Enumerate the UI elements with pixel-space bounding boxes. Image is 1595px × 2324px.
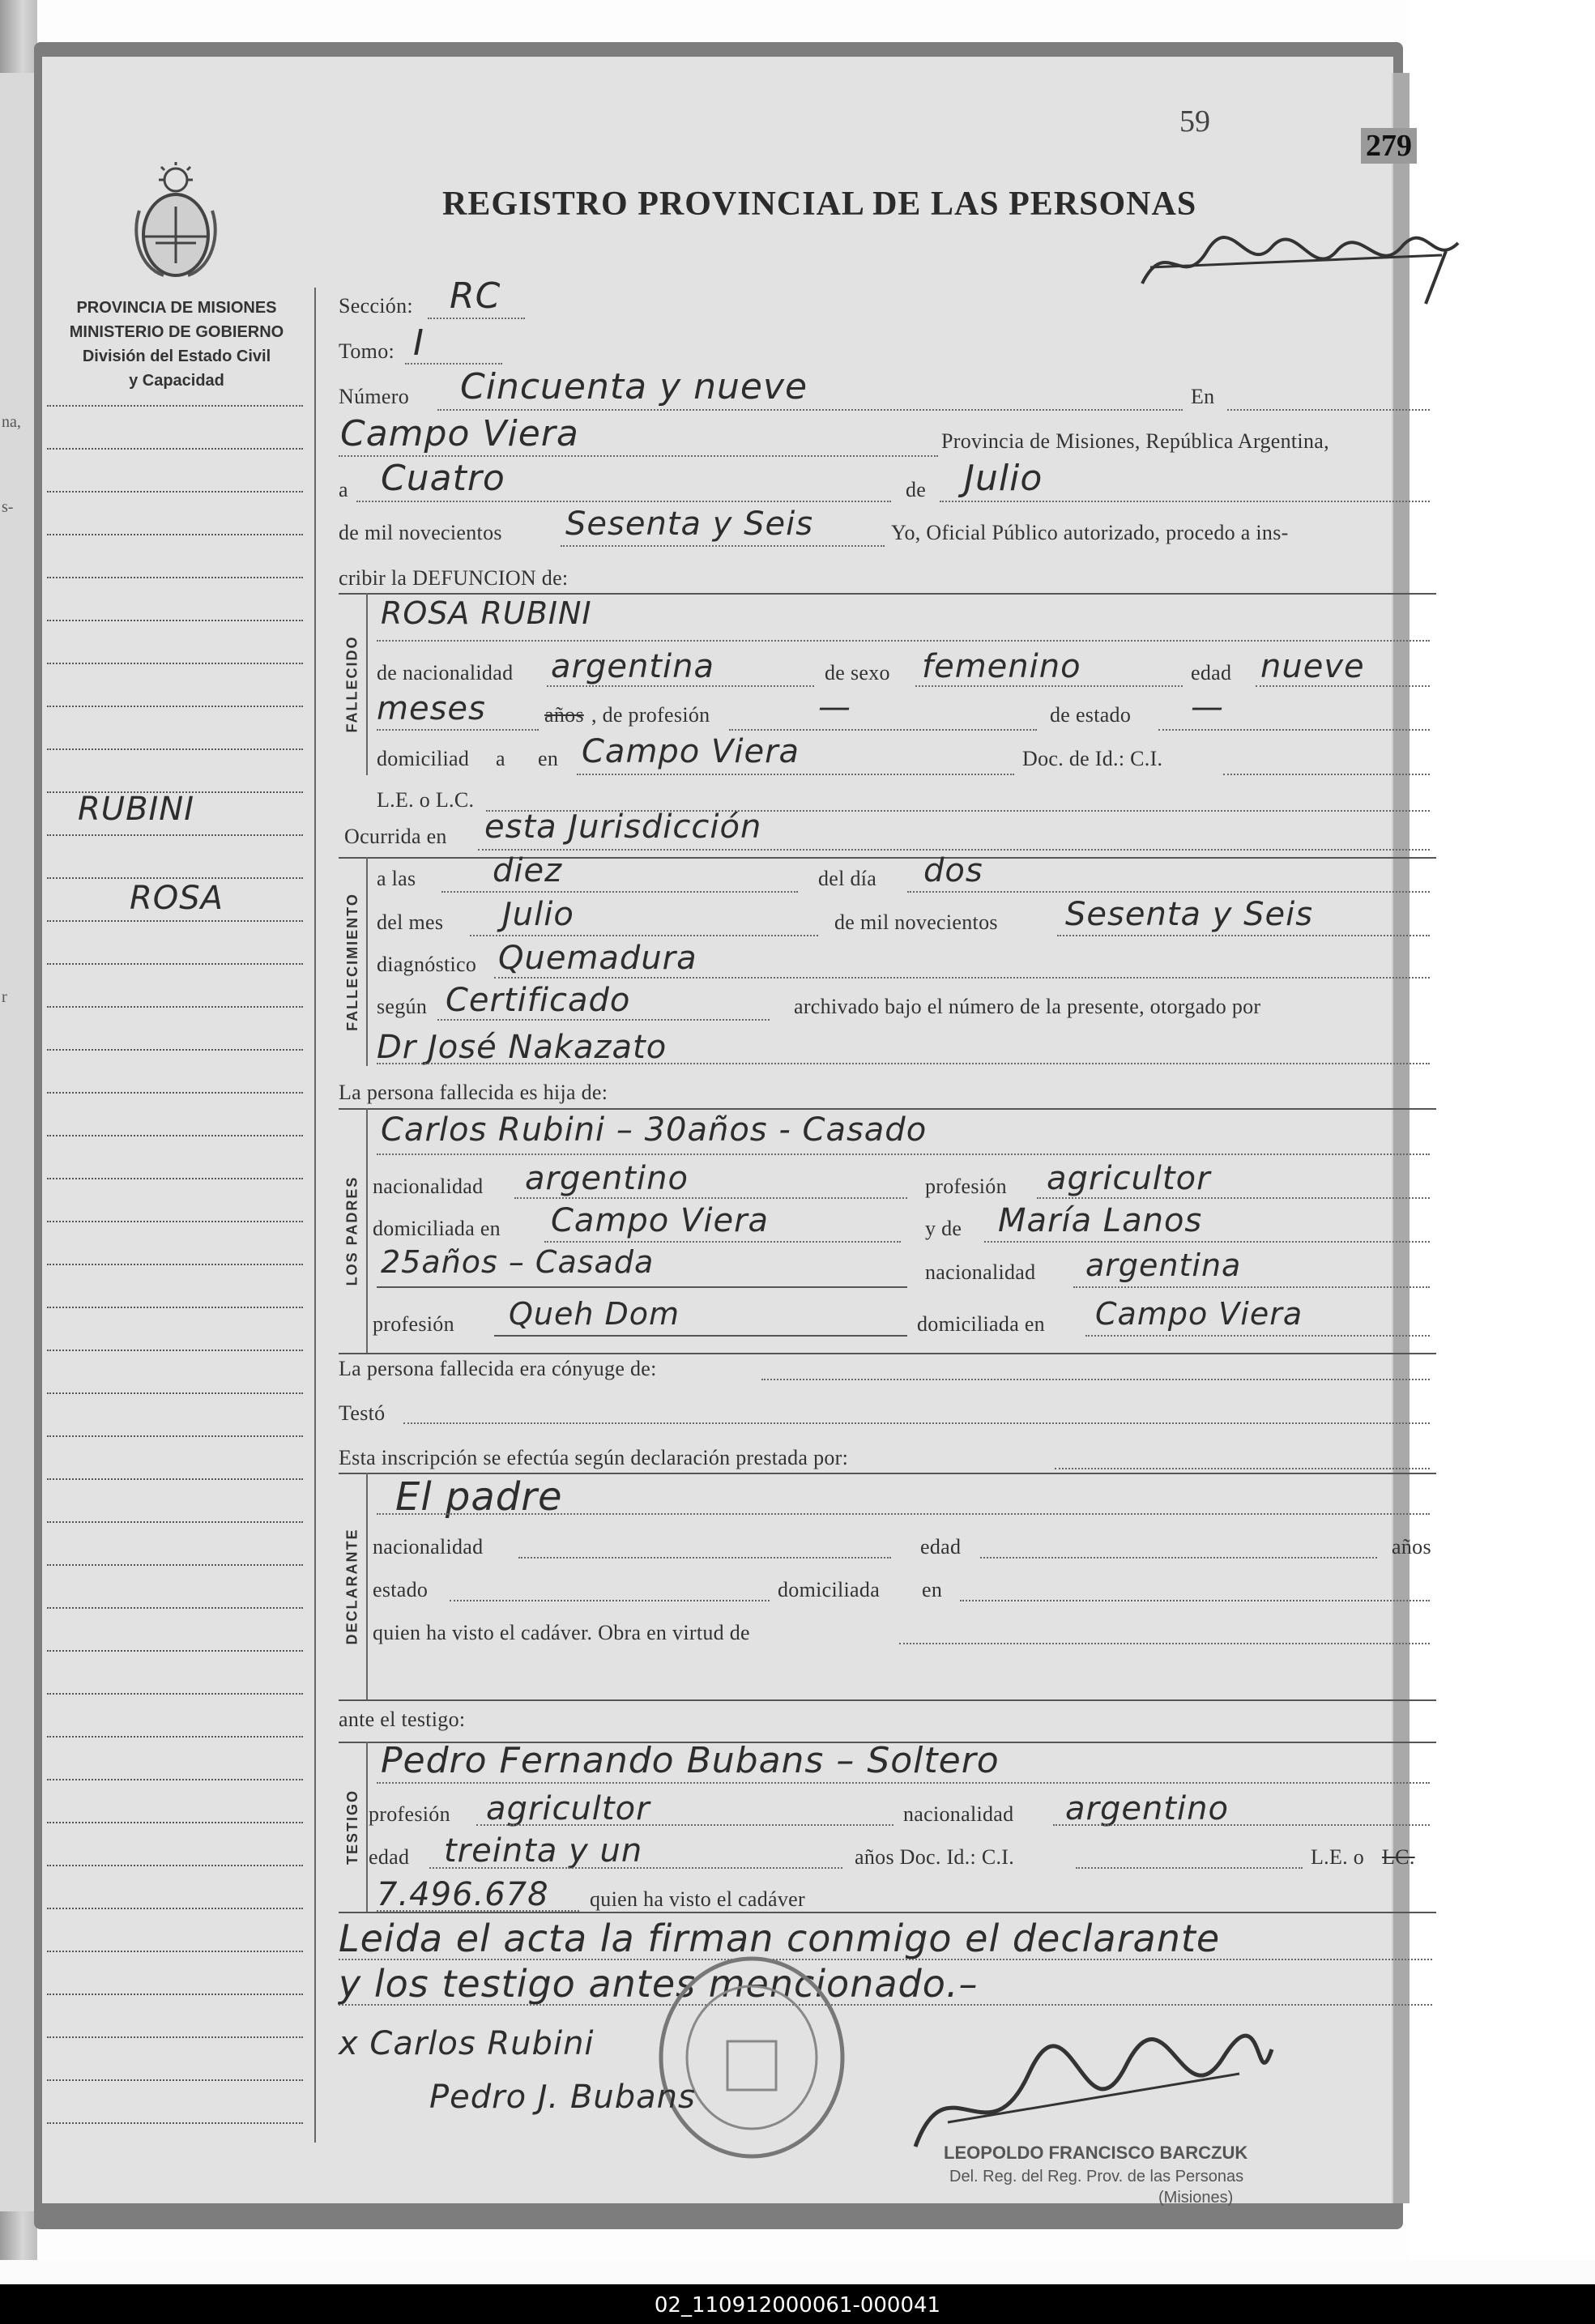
field-line <box>339 1959 1432 1960</box>
section-label-fallecido: FALLECIDO <box>343 635 360 733</box>
margin-rule-line <box>47 1650 303 1652</box>
value-edad-unidad: meses <box>377 690 486 727</box>
value-madre-datos: 25años – Casada <box>381 1244 655 1280</box>
margin-rule-line <box>47 1736 303 1738</box>
section-bar <box>366 593 368 775</box>
field-line <box>339 455 938 457</box>
label-declarante-nacionalidad: nacionalidad <box>373 1535 484 1559</box>
value-edad: nueve <box>1260 648 1365 685</box>
adjacent-page-edge <box>0 73 36 2211</box>
margin-rule-line <box>47 1865 303 1866</box>
label-testo: Testó <box>339 1401 386 1425</box>
value-ocurrida: esta Jurisdicción <box>484 808 762 846</box>
field-line <box>514 1197 907 1199</box>
field-line <box>729 729 1037 731</box>
label-del-mes: del mes <box>377 910 444 934</box>
capacity-label: y Capacidad <box>129 372 224 390</box>
label-madre-domicilio: domiciliada en <box>917 1312 1045 1336</box>
field-line <box>518 1557 891 1559</box>
value-domicilio: Campo Viera <box>582 733 800 770</box>
value-mes-fallecimiento: Julio <box>502 896 574 933</box>
section-divider <box>339 1108 1436 1110</box>
value-padre: Carlos Rubini – 30años - Casado <box>381 1111 928 1149</box>
label-testigo-nacionalidad: nacionalidad <box>903 1802 1014 1826</box>
value-dia: Cuatro <box>381 458 505 499</box>
label-anos-doc: años Doc. Id.: C.I. <box>855 1845 1015 1869</box>
label-declaracion: Esta inscripción se efectúa según declaración prestada por: <box>339 1446 849 1469</box>
section-bar <box>366 1108 368 1353</box>
value-firma-declarante: x Carlos Rubini <box>339 2025 595 2062</box>
value-seccion: RC <box>450 275 501 317</box>
margin-given-name: ROSA <box>130 880 224 917</box>
label-seccion: Sección: <box>339 294 413 318</box>
label-visto-cadaver: quien ha visto el cadáver. Obra en virtud de <box>373 1621 750 1644</box>
field-line <box>405 363 502 365</box>
section-label-padres: LOS PADRES <box>343 1175 360 1286</box>
label-le-o: L.E. o <box>1311 1845 1365 1869</box>
label-padre-nacionalidad: nacionalidad <box>373 1175 484 1198</box>
label-en: En <box>1191 385 1215 408</box>
field-line <box>1076 1867 1303 1869</box>
value-madre-nacionalidad: argentina <box>1085 1247 1242 1283</box>
page-title: REGISTRO PROVINCIAL DE LAS PERSONAS <box>442 185 1197 223</box>
margin-rule-line <box>47 963 303 965</box>
label-de-mil-novecientos: de mil novecientos <box>834 910 998 934</box>
field-line <box>1256 685 1430 687</box>
field-line <box>428 318 525 319</box>
stamp-official-line2: Del. Reg. del Reg. Prov. de las Personas <box>949 2168 1244 2185</box>
coat-of-arms-icon <box>131 162 220 284</box>
section-label-declarante: DECLARANTE <box>343 1528 360 1644</box>
field-line <box>377 1513 1430 1515</box>
value-madre-domicilio: Campo Viera <box>1095 1296 1303 1332</box>
section-divider <box>339 1699 1436 1701</box>
value-estado: — <box>1191 689 1224 726</box>
photo-background-right <box>1409 0 1595 2268</box>
value-leida-1: Leida el acta la firman conmigo el declarante <box>339 1917 1221 1960</box>
label-declarante-en: en <box>922 1578 943 1601</box>
margin-rule-line <box>47 1693 303 1695</box>
margin-rule-line <box>47 834 303 836</box>
field-line <box>1053 1824 1430 1826</box>
value-testigo-edad: treinta y un <box>444 1832 643 1870</box>
field-line <box>761 1379 1430 1380</box>
label-madre-nacionalidad: nacionalidad <box>925 1260 1036 1284</box>
field-line <box>441 891 798 893</box>
label-profesion: , de profesión <box>591 703 710 727</box>
label-edad: edad <box>1191 661 1232 684</box>
field-line <box>1057 935 1430 936</box>
field-line <box>1158 729 1430 731</box>
value-leida-2: y los testigo antes mencionado.– <box>339 1962 979 2006</box>
section-label-fallecimiento: FALLECIMIENTO <box>343 892 360 1031</box>
left-page-fragment: r <box>2 988 7 1006</box>
label-declarante-edad: edad <box>920 1535 962 1559</box>
field-line <box>984 1241 1430 1243</box>
field-line <box>478 849 1430 851</box>
label-en-domicilio: en <box>538 747 559 770</box>
official-seal-stamp <box>655 1952 849 2163</box>
margin-rule-line <box>47 1435 303 1437</box>
label-de: de <box>906 478 927 501</box>
label-yo-oficial: Yo, Oficial Público autorizado, procedo a ins- <box>891 521 1289 544</box>
label-a: a <box>339 478 348 501</box>
margin-rule-line <box>47 1307 303 1308</box>
margin-rule-line <box>47 1049 303 1051</box>
field-line <box>960 1600 1430 1601</box>
field-line <box>377 1782 1430 1784</box>
value-segun: Certificado <box>446 982 631 1019</box>
section-bar <box>366 857 368 1066</box>
margin-rule-line <box>47 1908 303 1909</box>
margin-rule-line <box>47 706 303 707</box>
label-anos-struck: años <box>544 703 584 727</box>
field-line <box>494 977 1430 979</box>
label-quien-visto: quien ha visto el cadáver <box>590 1887 805 1911</box>
value-nacionalidad: argentina <box>551 648 714 685</box>
label-declarante-anos: años <box>1392 1535 1431 1559</box>
label-padre-domicilio: domiciliada en <box>373 1217 501 1240</box>
field-line <box>907 891 1430 893</box>
label-le-lc: L.E. o L.C. <box>377 788 475 812</box>
margin-rule-line <box>47 1135 303 1136</box>
field-line <box>339 2004 1432 2006</box>
margin-rule-line <box>47 1779 303 1780</box>
label-lc-struck: LC. <box>1382 1845 1415 1869</box>
official-signature-top <box>1134 219 1474 308</box>
field-line <box>377 1063 1430 1064</box>
label-ante-testigo: ante el testigo: <box>339 1708 466 1731</box>
field-line <box>470 935 818 936</box>
label-y-de: y de <box>925 1217 962 1240</box>
label-testigo-edad: edad <box>369 1845 410 1869</box>
label-numero: Número <box>339 385 409 408</box>
value-domiciliada-suffix: a <box>496 747 505 770</box>
margin-rule-line <box>47 1350 303 1351</box>
margin-rule-line <box>47 1607 303 1609</box>
value-lugar: Campo Viera <box>340 413 579 454</box>
label-estado: de estado <box>1050 703 1132 727</box>
section-bar <box>366 1742 368 1912</box>
value-firma-testigo: Pedro J. Bubans <box>429 2079 696 2116</box>
field-line <box>547 685 814 687</box>
field-line <box>403 1422 1430 1424</box>
value-madre: María Lanos <box>998 1202 1203 1239</box>
page-stamp: 279 <box>1361 128 1417 164</box>
value-sexo: femenino <box>922 648 1081 685</box>
label-a-las: a las <box>377 867 416 890</box>
value-diagnostico: Quemadura <box>498 940 697 977</box>
label-tomo: Tomo: <box>339 339 395 363</box>
label-declarante-domiciliada: domiciliada <box>778 1578 881 1601</box>
value-testigo: Pedro Fernando Bubans – Soltero <box>381 1740 1000 1781</box>
label-doc-id: Doc. de Id.: C.I. <box>1022 747 1163 770</box>
value-padre-domicilio: Campo Viera <box>551 1202 770 1239</box>
margin-rule-line <box>47 620 303 621</box>
margin-rule-line <box>47 1521 303 1523</box>
label-archivado: archivado bajo el número de la presente, otorgado por <box>794 995 1261 1018</box>
margin-rule-line <box>47 1951 303 1952</box>
value-declarante: El padre <box>395 1474 563 1520</box>
label-madre-profesion: profesión <box>373 1312 454 1336</box>
margin-rule-line <box>47 1221 303 1222</box>
field-line <box>1037 1197 1430 1199</box>
field-line <box>494 1335 907 1337</box>
margin-rule-line <box>47 448 303 450</box>
province-label: PROVINCIA DE MISIONES <box>76 299 277 317</box>
margin-rule-line <box>47 877 303 879</box>
value-numero: Cincuenta y nueve <box>460 366 808 407</box>
stamp-official-line3: (Misiones) <box>1158 2189 1234 2207</box>
label-padre-profesion: profesión <box>925 1175 1007 1198</box>
margin-rule-line <box>47 748 303 750</box>
margin-rule-line <box>47 1478 303 1480</box>
value-dia-fallecimiento: dos <box>923 852 983 889</box>
field-line <box>377 1286 907 1288</box>
label-provincia: Provincia de Misiones, República Argentina, <box>941 429 1329 453</box>
footer-filename: 02_110912000061-000041 <box>654 2293 941 2318</box>
field-line <box>1073 1286 1430 1288</box>
label-testigo-profesion: profesión <box>369 1802 450 1826</box>
section-divider <box>339 1912 1436 1913</box>
margin-rule-line <box>47 1178 303 1179</box>
label-conyuge: La persona fallecida era cónyuge de: <box>339 1357 657 1380</box>
value-nombre: ROSA RUBINI <box>381 595 592 631</box>
left-page-fragment: s- <box>2 498 14 516</box>
field-line <box>1227 409 1430 411</box>
left-page-fragment: na, <box>2 413 21 431</box>
section-divider <box>339 1353 1436 1354</box>
margin-rule-line <box>47 1392 303 1394</box>
margin-rule-line <box>47 1006 303 1008</box>
ministry-label: MINISTERIO DE GOBIERNO <box>69 323 284 341</box>
margin-rule-line <box>47 577 303 578</box>
field-line <box>437 409 1183 411</box>
value-testigo-doc: 7.496.678 <box>377 1876 549 1913</box>
value-tomo: I <box>413 322 424 364</box>
value-anio: Sesenta y Seis <box>565 505 814 543</box>
label-declarante-estado: estado <box>373 1578 429 1601</box>
label-hija-de: La persona fallecida es hija de: <box>339 1081 608 1104</box>
field-line <box>1055 1468 1430 1469</box>
label-del-dia: del día <box>818 867 877 890</box>
division-label: División del Estado Civil <box>82 348 271 365</box>
section-bar <box>366 1473 368 1699</box>
margin-divider <box>314 288 316 2143</box>
margin-rule-line <box>47 2036 303 2038</box>
value-testigo-profesion: agricultor <box>486 1790 650 1827</box>
margin-rule-line <box>47 1822 303 1823</box>
field-line <box>980 1557 1377 1559</box>
field-line <box>1085 1335 1430 1337</box>
label-ocurrida: Ocurrida en <box>344 825 447 848</box>
margin-rule-line <box>47 405 303 407</box>
margin-rule-line <box>47 1994 303 1995</box>
margin-rule-line <box>47 920 303 922</box>
field-line <box>915 685 1183 687</box>
value-hora: diez <box>493 852 563 889</box>
margin-rule-line <box>47 1264 303 1265</box>
value-padre-nacionalidad: argentino <box>525 1160 689 1197</box>
margin-rule-line <box>47 2122 303 2124</box>
label-domiciliad: domiciliad <box>377 747 470 770</box>
field-line <box>437 1019 770 1021</box>
margin-rule-line <box>47 1564 303 1566</box>
margin-rule-line <box>47 2079 303 2081</box>
field-line <box>899 1643 1430 1644</box>
field-line <box>429 1867 842 1869</box>
field-line <box>377 640 1430 642</box>
field-line <box>561 545 885 547</box>
value-anio-fallecimiento: Sesenta y Seis <box>1065 896 1314 933</box>
section-divider <box>339 593 1436 595</box>
label-inscribir: cribir la DEFUNCION de: <box>339 566 569 590</box>
stamp-official-name: LEOPOLDO FRANCISCO BARCZUK <box>944 2143 1248 2163</box>
field-line <box>356 501 891 502</box>
value-medico: Dr José Nakazato <box>377 1029 667 1066</box>
field-line <box>577 774 1014 775</box>
value-profesion: — <box>818 689 851 726</box>
field-line <box>940 501 1430 502</box>
margin-rule-line <box>47 663 303 664</box>
page-number: 59 <box>1179 104 1210 139</box>
margin-surname: RUBINI <box>78 791 195 828</box>
field-line <box>1223 774 1430 775</box>
label-nacionalidad: de nacionalidad <box>377 661 514 684</box>
value-testigo-nacionalidad: argentino <box>1065 1790 1229 1827</box>
field-line <box>377 729 539 731</box>
value-padre-profesion: agricultor <box>1047 1160 1211 1197</box>
value-madre-profesion: Queh Dom <box>509 1296 680 1332</box>
label-de-mil: de mil novecientos <box>339 521 502 544</box>
value-mes: Julio <box>964 458 1043 499</box>
field-line <box>450 1600 770 1601</box>
section-label-testigo: TESTIGO <box>343 1789 360 1865</box>
field-line <box>544 1241 901 1243</box>
label-diagnostico: diagnóstico <box>377 953 477 976</box>
margin-rule-line <box>47 491 303 493</box>
label-segun: según <box>377 995 428 1018</box>
field-line <box>377 1153 1430 1155</box>
margin-rule-line <box>47 534 303 535</box>
label-sexo: de sexo <box>825 661 890 684</box>
field-line <box>476 1824 893 1826</box>
margin-rule-line <box>47 1092 303 1094</box>
photo-background-bottom <box>0 2260 1595 2284</box>
